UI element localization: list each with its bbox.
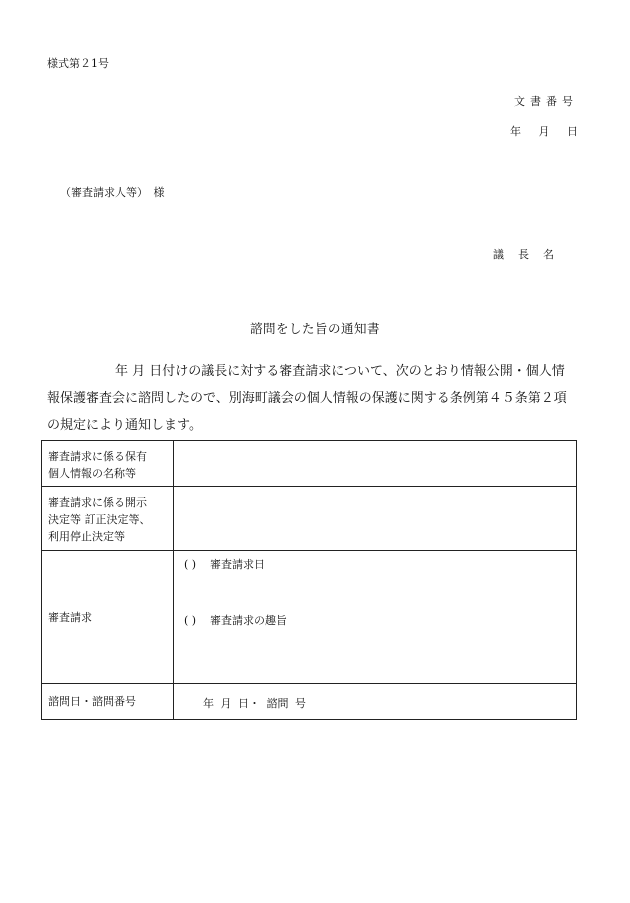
disclosure-decision-label-line-3: 利用停止決定等 (48, 530, 125, 543)
review-request-purpose-label: 審査請求の趣旨 (210, 614, 287, 627)
review-request-date-item (184, 556, 265, 572)
table-row-review-request (42, 551, 577, 684)
notice-body-line-3: の規定により通知します。 (47, 418, 202, 433)
retained-info-label-line-1: 審査請求に係る保有 (48, 450, 147, 463)
review-request-purpose-paren: ( ) (184, 614, 197, 627)
disclosure-decision-label-line-2: 決定等 訂正決定等、 (48, 513, 151, 526)
notice-body (47, 358, 582, 439)
table-row-consultation (42, 684, 577, 720)
disclosure-decision-label-line-1: 審査請求に係る開示 (48, 496, 147, 509)
review-request-date-paren: ( ) (184, 558, 197, 571)
review-request-label: 審査請求 (42, 551, 174, 684)
disclosure-decision-label (42, 487, 174, 551)
retained-info-label-line-2: 個人情報の名称等 (48, 467, 136, 480)
form-number: 様式第２1号 (47, 57, 109, 70)
retained-info-label (42, 441, 174, 487)
chairman-name-label: 議長名 (493, 248, 568, 261)
table-row-retained-info (42, 441, 577, 487)
review-request-value (174, 551, 577, 684)
date-line: 年 月 日 (510, 125, 578, 138)
notice-table (41, 440, 577, 720)
addressee: （審査請求人等） 様 (60, 186, 165, 199)
consultation-label: 諮問日・諮問番号 (42, 684, 174, 720)
review-request-date-label: 審査請求日 (210, 558, 265, 571)
notice-body-line-2: 報保護審査会に諮問したので、別海町議会の個人情報の保護に関する条例第４５条第２項 (47, 391, 567, 406)
table-row-disclosure-decision (42, 487, 577, 551)
page-title: 諮問をした旨の通知書 (249, 321, 380, 336)
consultation-date-number: 年 月 日・ 諮問 号 (203, 697, 306, 710)
review-request-purpose-item (184, 612, 287, 628)
notice-body-line-1: 年 月 日付けの議長に対する審査請求について、次のとおり情報公開・個人情 (115, 364, 565, 379)
disclosure-decision-value (174, 487, 577, 551)
retained-info-value (174, 441, 577, 487)
document-number-label: 文書番号 (514, 95, 578, 108)
consultation-value (174, 684, 577, 720)
